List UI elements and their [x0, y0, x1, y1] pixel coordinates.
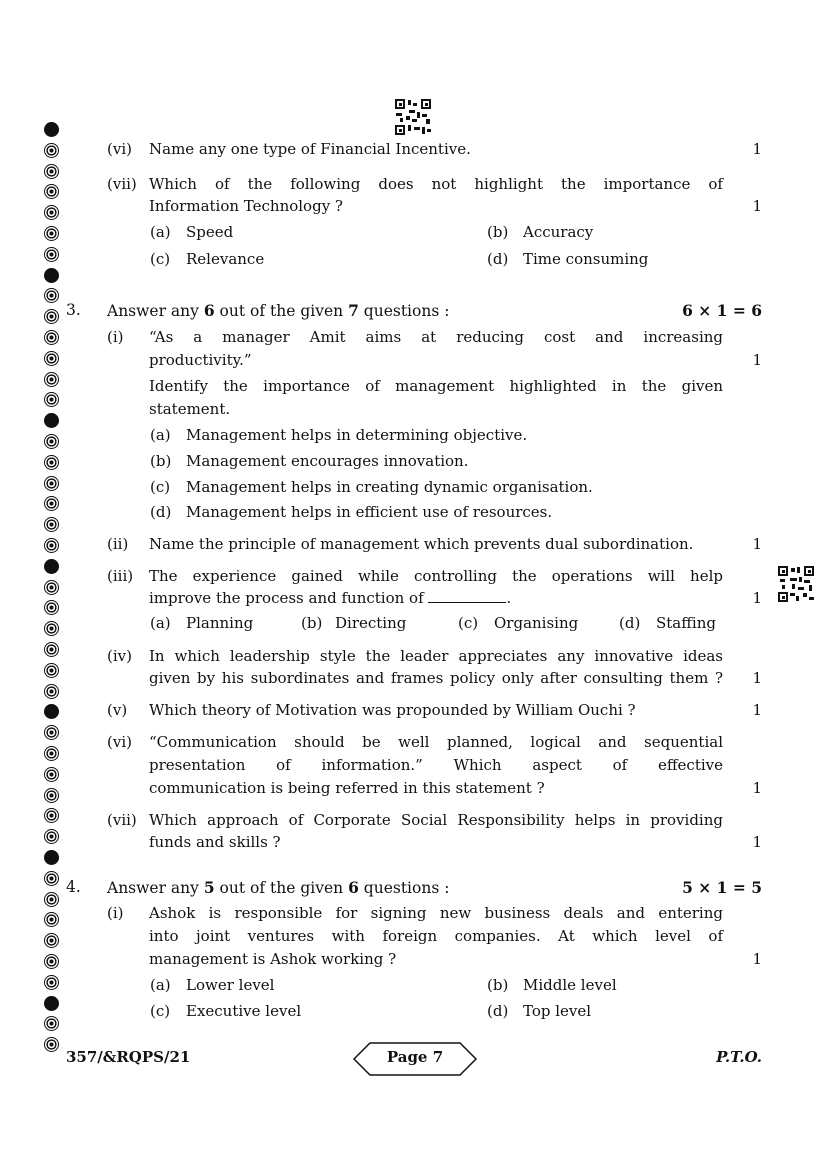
margin-ring — [44, 933, 59, 948]
margin-ring — [44, 746, 59, 761]
option-key: (d) — [619, 614, 641, 632]
margin-ring — [44, 684, 59, 699]
margin-ring — [44, 226, 59, 241]
page-number: Page 7 — [386, 1048, 444, 1066]
qr-code-top — [395, 99, 431, 135]
option-text: Management encourages innovation. — [186, 452, 469, 470]
option-text: Relevance — [186, 250, 265, 268]
margin-ring — [44, 912, 59, 927]
margin-ring — [44, 205, 59, 220]
option-text: Management helps in efficient use of resources. — [186, 503, 553, 521]
option-text: Management helps in creating dynamic organisation. — [186, 478, 593, 496]
section-instruction: Answer any 5 out of the given 6 questions : — [107, 878, 450, 897]
margin-ring — [44, 413, 59, 428]
question-text-cont: productivity.” — [149, 351, 252, 369]
marks: 1 — [752, 589, 762, 607]
margin-ring — [44, 351, 59, 366]
margin-ring — [44, 434, 59, 449]
margin-ring — [44, 580, 59, 595]
q-number: (iii) — [107, 567, 134, 585]
marks: 1 — [752, 351, 762, 369]
q-number: (v) — [107, 701, 128, 719]
marks: 1 — [752, 701, 762, 719]
section-marks: 6 × 1 = 6 — [682, 301, 762, 320]
marks: 1 — [752, 833, 762, 851]
option-key: (b) — [487, 976, 509, 994]
option-key: (c) — [458, 614, 479, 632]
margin-ring — [44, 767, 59, 782]
margin-ring — [44, 496, 59, 511]
margin-ring — [44, 975, 59, 990]
margin-ring — [44, 268, 59, 283]
margin-ring — [44, 892, 59, 907]
q-number: (vi) — [107, 733, 132, 751]
qr-code-side — [778, 566, 814, 602]
margin-ring — [44, 704, 59, 719]
option-text: Directing — [335, 614, 407, 632]
margin-ring — [44, 476, 59, 491]
option-text: Organising — [494, 614, 579, 632]
option-key: (b) — [487, 223, 509, 241]
margin-ring — [44, 621, 59, 636]
question-text: The experience gained while controlling the operations will help — [149, 567, 723, 585]
margin-ring — [44, 725, 59, 740]
question-text: In which leadership style the leader appreciates any innovative ideas — [149, 647, 723, 665]
option-key: (c) — [150, 1002, 171, 1020]
question-text-cont: presentation of information.” Which aspect of effective — [149, 756, 723, 774]
margin-ring — [44, 1016, 59, 1031]
question-text-cont: statement. — [149, 400, 231, 418]
question-text: Name the principle of management which prevents dual subordination. — [149, 535, 694, 553]
marks: 1 — [752, 779, 762, 797]
margin-ring — [44, 517, 59, 532]
q-number: (iv) — [107, 647, 132, 665]
option-text: Speed — [186, 223, 234, 241]
option-key: (b) — [301, 614, 323, 632]
q-number: (vi) — [107, 140, 132, 158]
margin-ring — [44, 954, 59, 969]
margin-ring — [44, 808, 59, 823]
question-text-cont: into joint ventures with foreign companies. At which level of — [149, 927, 723, 945]
margin-ring — [44, 788, 59, 803]
margin-ring — [44, 642, 59, 657]
question-text-cont: funds and skills ? — [149, 833, 281, 851]
margin-ring — [44, 829, 59, 844]
option-text: Accuracy — [523, 223, 594, 241]
marks: 1 — [752, 950, 762, 968]
option-text: Planning — [186, 614, 254, 632]
margin-ring — [44, 247, 59, 262]
margin-ring — [44, 559, 59, 574]
section-number: 3. — [66, 301, 81, 319]
margin-ring — [44, 184, 59, 199]
section-number: 4. — [66, 878, 81, 896]
question-text: Which theory of Motivation was propounded by William Ouchi ? — [149, 701, 636, 719]
margin-ring — [44, 850, 59, 865]
option-key: (d) — [487, 250, 509, 268]
marks: 1 — [752, 535, 762, 553]
margin-ring — [44, 288, 59, 303]
option-key: (c) — [150, 478, 171, 496]
question-text-cont: management is Ashok working ? — [149, 950, 397, 968]
margin-ring — [44, 455, 59, 470]
margin-ring — [44, 309, 59, 324]
q-number: (i) — [107, 328, 124, 346]
option-text: Executive level — [186, 1002, 302, 1020]
marks: 1 — [752, 140, 762, 158]
margin-ring — [44, 372, 59, 387]
option-text: Time consuming — [523, 250, 649, 268]
margin-ring — [44, 1037, 59, 1052]
question-text: “Communication should be well planned, logical and sequential — [149, 733, 723, 751]
paper-code: 357/&RQPS/21 — [66, 1048, 191, 1066]
margin-ring — [44, 663, 59, 678]
question-text: “As a manager Amit aims at reducing cost and increasing — [149, 328, 723, 346]
option-text: Middle level — [523, 976, 617, 994]
option-key: (a) — [150, 426, 171, 444]
option-text: Lower level — [186, 976, 275, 994]
marks: 1 — [752, 669, 762, 687]
question-text-cont: improve the process and function of . — [149, 589, 512, 607]
q-number: (vii) — [107, 811, 137, 829]
margin-ring — [44, 871, 59, 886]
option-key: (a) — [150, 976, 171, 994]
pto-label: P.T.O. — [716, 1048, 762, 1066]
question-text: Ashok is responsible for signing new business deals and entering — [149, 904, 723, 922]
option-text: Staffing — [656, 614, 716, 632]
margin-ring — [44, 600, 59, 615]
q-number: (vii) — [107, 175, 137, 193]
option-key: (c) — [150, 250, 171, 268]
option-key: (d) — [150, 503, 172, 521]
option-text: Management helps in determining objective. — [186, 426, 528, 444]
margin-ring — [44, 996, 59, 1011]
q-number: (ii) — [107, 535, 129, 553]
margin-ring — [44, 330, 59, 345]
margin-ring — [44, 538, 59, 553]
fill-in-blank — [428, 601, 506, 603]
option-key: (a) — [150, 223, 171, 241]
question-text-cont: given by his subordinates and frames policy only after consulting them ? — [149, 669, 723, 687]
option-key: (b) — [150, 452, 172, 470]
question-text: Which of the following does not highlight the importance of — [149, 175, 723, 193]
margin-ring — [44, 164, 59, 179]
q-number: (i) — [107, 904, 124, 922]
question-text: Which approach of Corporate Social Responsibility helps in providing — [149, 811, 723, 829]
margin-ring — [44, 392, 59, 407]
margin-ring — [44, 122, 59, 137]
section-marks: 5 × 1 = 5 — [682, 878, 762, 897]
margin-ring — [44, 143, 59, 158]
question-text: Name any one type of Financial Incentive. — [149, 140, 471, 158]
question-text-cont: Information Technology ? — [149, 197, 343, 215]
option-text: Top level — [523, 1002, 592, 1020]
section-instruction: Answer any 6 out of the given 7 questions : — [107, 301, 450, 320]
question-text-cont: communication is being referred in this statement ? — [149, 779, 545, 797]
option-key: (d) — [487, 1002, 509, 1020]
question-text-cont: Identify the importance of management highlighted in the given — [149, 377, 723, 395]
option-key: (a) — [150, 614, 171, 632]
marks: 1 — [752, 197, 762, 215]
